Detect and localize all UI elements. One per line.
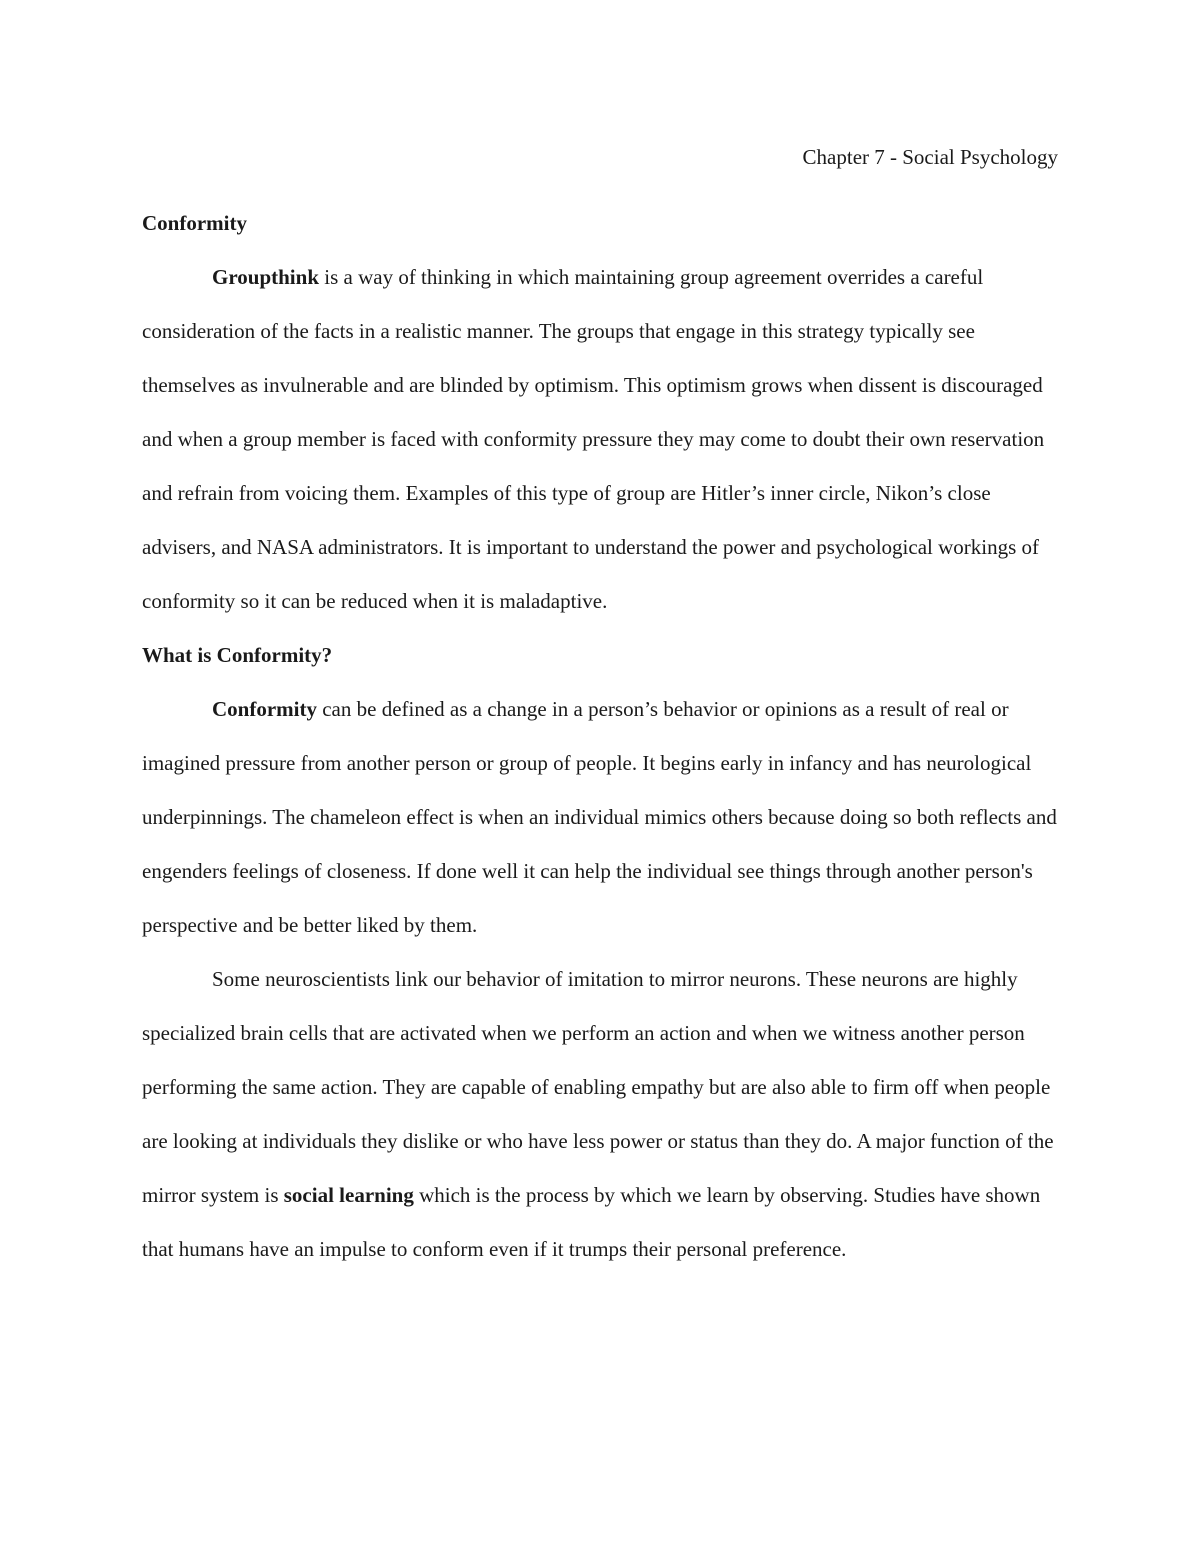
section-heading-what-is-conformity: What is Conformity? xyxy=(142,643,333,667)
paragraph-text: Some neuroscientists link our behavior of imitation to mirror neurons. These neurons are highly specialized brain cells that are activated when we perform an action and when we witness another person performing the same action. They are capable of enabling empathy but are also able to firm off when people are looking at individuals they dislike or who have less power or status than they do. A major function of the mirror system is xyxy=(142,967,1054,1207)
section-heading-conformity: Conformity xyxy=(142,211,247,235)
paragraph-text: is a way of thinking in which maintaining group agreement overrides a careful consideration of the facts in a realistic manner. The groups that engage in this strategy typically see themselves as invulnerable and are blinded by optimism. This optimism grows when dissent is discouraged and when a group member is faced with conformity pressure they may come to doubt their own reservation and refrain from voicing them. Examples of this type of group are Hitler’s inner circle, Nikon’s close advisers, and NASA administrators. It is important to understand the power and psychological workings of conformity so it can be reduced when it is maladaptive. xyxy=(142,265,1045,613)
paragraph-groupthink xyxy=(142,250,1058,628)
paragraph-text: can be defined as a change in a person’s behavior or opinions as a result of real or imagined pressure from another person or group of people. It begins early in infancy and has neurological underpinnings. The chameleon effect is when an individual mimics others because doing so both reflects and engenders feelings of closeness. If done well it can help the individual see things through another person's perspective and be better liked by them. xyxy=(142,697,1057,937)
term-conformity: Conformity xyxy=(212,697,317,721)
paragraph-text: which is the process by which we learn by observing. Studies have shown that humans have an impulse to conform even if it trumps their personal preference. xyxy=(142,1183,1041,1261)
document-body xyxy=(142,196,1058,1276)
term-social-learning: social learning xyxy=(283,1183,414,1207)
term-groupthink: Groupthink xyxy=(212,265,319,289)
paragraph-mirror-neurons xyxy=(142,952,1058,1276)
running-header: Chapter 7 - Social Psychology xyxy=(802,145,1058,169)
paragraph-conformity-definition xyxy=(142,682,1058,952)
